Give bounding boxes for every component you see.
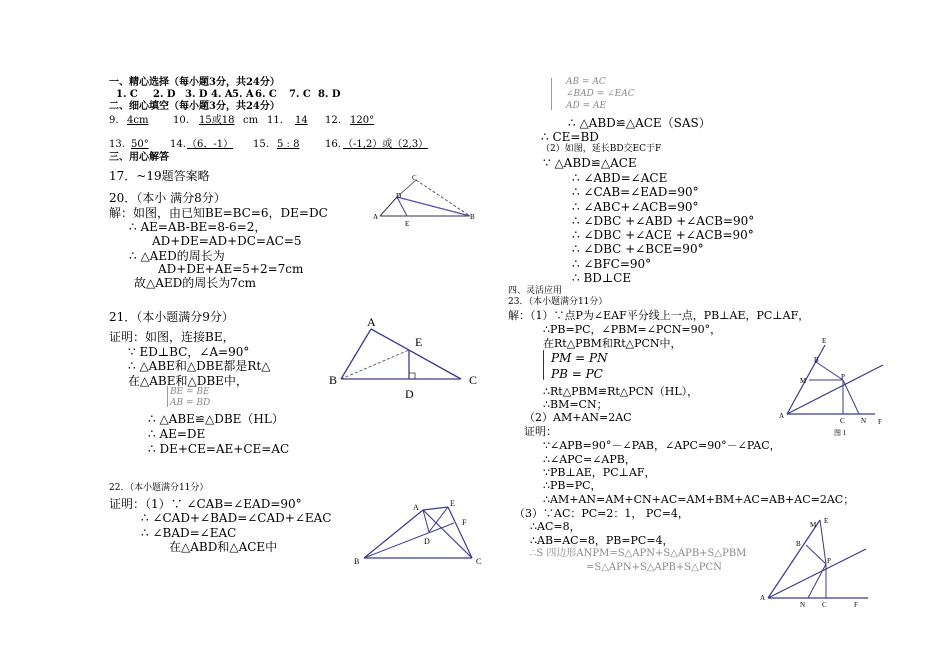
section2-heading: 二、细心填空（每小题3分，共24分）	[109, 101, 280, 112]
figure-q23-fig1	[775, 335, 890, 445]
solution-line: AD+DE+AE=5+2=7cm	[158, 262, 304, 276]
figure-label: C	[412, 174, 417, 182]
solution-line: ∴PB=PC，	[543, 479, 602, 492]
mc-answer: 8. D	[318, 89, 341, 100]
figure-label: P	[841, 373, 845, 381]
figure-label: A	[367, 315, 376, 329]
section4-heading: 四、灵活应用	[508, 286, 563, 296]
q20-header: 20．（本小 满分8分）	[109, 191, 226, 205]
fill-answer: 15或18	[199, 115, 235, 126]
q23-header: 23．（本小题满分11分）	[508, 297, 608, 307]
fill-answer: 14	[295, 115, 308, 126]
solution-line: ∴ △AED的周长为	[129, 249, 225, 263]
fill-number: 10.	[173, 115, 189, 126]
fill-number: 14.	[170, 139, 186, 150]
solution-line: AD+DE=AD+DC=AC=5	[152, 234, 302, 248]
figure-label: A	[779, 412, 785, 420]
figure-label: C	[840, 417, 845, 425]
fill-number: 16.	[325, 139, 341, 150]
solution-line: ∴ △ABE≌△DBE（HL）	[148, 412, 284, 426]
solution-line: 在Rt△PBM和Rt△PCN中，	[543, 337, 682, 350]
figure-label: A	[373, 213, 379, 221]
mc-answer: 4. A	[211, 89, 233, 100]
solution-line: 解：（1）∵点P为∠EAF平分线上一点，PB⊥AE，PC⊥AF，	[508, 309, 810, 322]
fill-number: 12.	[325, 115, 341, 126]
figure-label: B	[470, 213, 475, 221]
solution-line: ∴S 四边形ANPM=S△APN+S△APB+S△PBM	[530, 548, 747, 559]
fill-answer: 120°	[350, 115, 375, 126]
solution-line: ∴ AE=DE	[148, 427, 206, 441]
fill-number: 11.	[267, 115, 283, 126]
solution-line: ∴ AE=AB-BE=8-6=2，	[129, 220, 267, 234]
solution-line: 在△ABD和△ACE中	[169, 540, 278, 554]
solution-line: ∴BM=CN；	[543, 398, 608, 411]
figure-label: E	[450, 499, 455, 508]
figure-label: P	[827, 557, 831, 565]
system-line: AB = AC	[566, 77, 606, 87]
solution-line: （2）如图，延长BD交EC于F	[541, 144, 662, 154]
system-line: BE = BE	[170, 387, 210, 397]
mc-answer: 2. D	[153, 89, 176, 100]
solution-line: ∴AM+AN=AM+CN+AC=AM+BM+AC=AB+AC=2AC；	[543, 493, 855, 506]
figure-label: E	[405, 220, 410, 228]
figure-label: A	[760, 594, 766, 602]
mc-answer: 1. C	[116, 89, 138, 100]
figure-label: E	[822, 337, 827, 345]
figure-label: E	[415, 335, 423, 349]
system-line: ∠BAD = ∠EAC	[566, 89, 635, 99]
solution-line: ∴AB=AC=8，PB=PC=4，	[530, 534, 674, 547]
figure-label: F	[878, 418, 882, 426]
figure-label: C	[469, 373, 478, 387]
figure-q20	[370, 172, 480, 232]
figure-q23-fig2	[760, 515, 875, 615]
figure-label: D	[396, 192, 402, 200]
solution-line: （2）AM+AN=2AC	[524, 411, 632, 424]
solution-line: 证明：如图，连接BE，	[109, 330, 235, 344]
figure-label: N	[800, 601, 806, 609]
system-line: PM = PN	[551, 351, 608, 365]
solution-line: ∴ ∠DBC +∠BCE=90°	[572, 242, 704, 256]
solution-line: ∴ ∠BFC=90°	[572, 257, 652, 271]
solution-line: ∵ ED⊥BC，∠A=90°	[128, 345, 250, 359]
solution-line: ∵ △ABD≌△ACE	[543, 156, 637, 170]
figure-label: C	[822, 601, 827, 609]
system-line: PB = PC	[551, 367, 603, 381]
mc-answer: 6. C	[255, 89, 277, 100]
q21-header: 21．（本小题满分9分）	[109, 310, 234, 324]
figure-label: F	[854, 601, 858, 609]
figure-label: B	[814, 356, 819, 364]
solution-line: =S△APN+S△APB+S△PCN	[586, 562, 722, 573]
section1-heading: 一、精心选择（每小题3分，共24分）	[109, 77, 280, 88]
solution-line: 解：如图，由已知BE=BC=6，DE=DC	[109, 206, 328, 220]
figure-label: D	[424, 537, 430, 546]
fill-answer: 5 : 8	[277, 139, 300, 150]
solution-line: ∴ ∠CAB=∠EAD=90°	[572, 185, 699, 199]
figure-label: B	[796, 540, 801, 548]
solution-line: ∴ DE+CE=AE+CE=AC	[148, 442, 290, 456]
solution-line: ∵∠APB=90°－∠PAB，∠APC=90°－∠PAC，	[543, 439, 781, 452]
figure-caption: 图 1	[834, 429, 847, 437]
fill-answer: 50°	[131, 139, 149, 150]
figure-label: E	[824, 517, 829, 525]
fill-answer: （-1,2）或（2,3）	[343, 139, 429, 150]
system-line: AD = AE	[566, 101, 607, 111]
solution-line: 在△ABE和△DBE中，	[128, 374, 248, 388]
solution-line: ∴ BD⊥CE	[572, 271, 632, 285]
solution-line: ∴ ∠BAD=∠EAC	[141, 526, 237, 540]
fill-number: 15.	[253, 139, 269, 150]
solution-line: ∴ △ABE和△DBE都是Rt△	[128, 359, 271, 373]
solution-line: ∴ CE=BD	[541, 130, 599, 144]
solution-line: （3）∵AC：PC=2：1， PC=4，	[514, 507, 689, 520]
figure-label: M	[810, 521, 817, 529]
section3-heading: 三、用心解答	[109, 152, 169, 163]
figure-label: B	[329, 373, 338, 387]
solution-line: ∴ ∠DBC +∠ACE +∠ACB=90°	[572, 228, 754, 242]
solution-line: ∴ ∠CAD+∠BAD=∠CAD+∠EAC	[141, 511, 332, 525]
fill-answer: 4cm	[127, 115, 149, 126]
solution-line: ∴AC=8，	[530, 520, 581, 533]
figure-label: A	[413, 503, 419, 512]
fill-unit: cm	[243, 115, 259, 126]
solution-line: ∴ ∠ABD=∠ACE	[572, 171, 668, 185]
solution-line: ∵PB⊥AE，PC⊥AF，	[543, 466, 656, 479]
solution-line: ∴ △ABD≌△ACE（SAS）	[568, 116, 711, 130]
figure-label: D	[405, 387, 414, 401]
solution-line: ∴ ∠DBC +∠ABD +∠ACB=90°	[572, 214, 755, 228]
system-line: AB = BD	[170, 398, 211, 408]
fill-number: 9.	[109, 115, 119, 126]
figure-label: N	[861, 417, 867, 425]
figure-q22	[352, 498, 492, 570]
mc-answer: 3. D	[185, 89, 208, 100]
solution-line: 证明：	[524, 425, 557, 438]
figure-label: B	[354, 557, 360, 566]
mc-answer: 5. A	[232, 89, 254, 100]
solution-line: ∴ ∠ABC+∠ACB=90°	[572, 200, 699, 214]
figure-q21	[325, 312, 485, 402]
q22-header: 22．（本小题满分11分）	[109, 483, 209, 493]
figure-label: F	[462, 518, 467, 527]
solution-line: 证明：（1）∵ ∠CAB=∠EAD=90°	[109, 497, 302, 511]
solution-line: 故△AED的周长为7cm	[134, 276, 257, 290]
solution-line: ∴PB=PC，∠PBM=∠PCN=90°，	[543, 323, 722, 336]
fill-number: 13.	[109, 139, 125, 150]
solution-line: ∴Rt△PBM≌Rt△PCN（HL），	[543, 385, 699, 398]
figure-label: M	[800, 377, 807, 385]
mc-answer: 7. C	[289, 89, 311, 100]
solution-line: ∴∠APC=∠APB，	[543, 453, 636, 466]
q17-text: 17．~19题答案略	[109, 169, 210, 183]
fill-answer: （6，-1）	[187, 139, 234, 150]
figure-label: C	[476, 557, 482, 566]
